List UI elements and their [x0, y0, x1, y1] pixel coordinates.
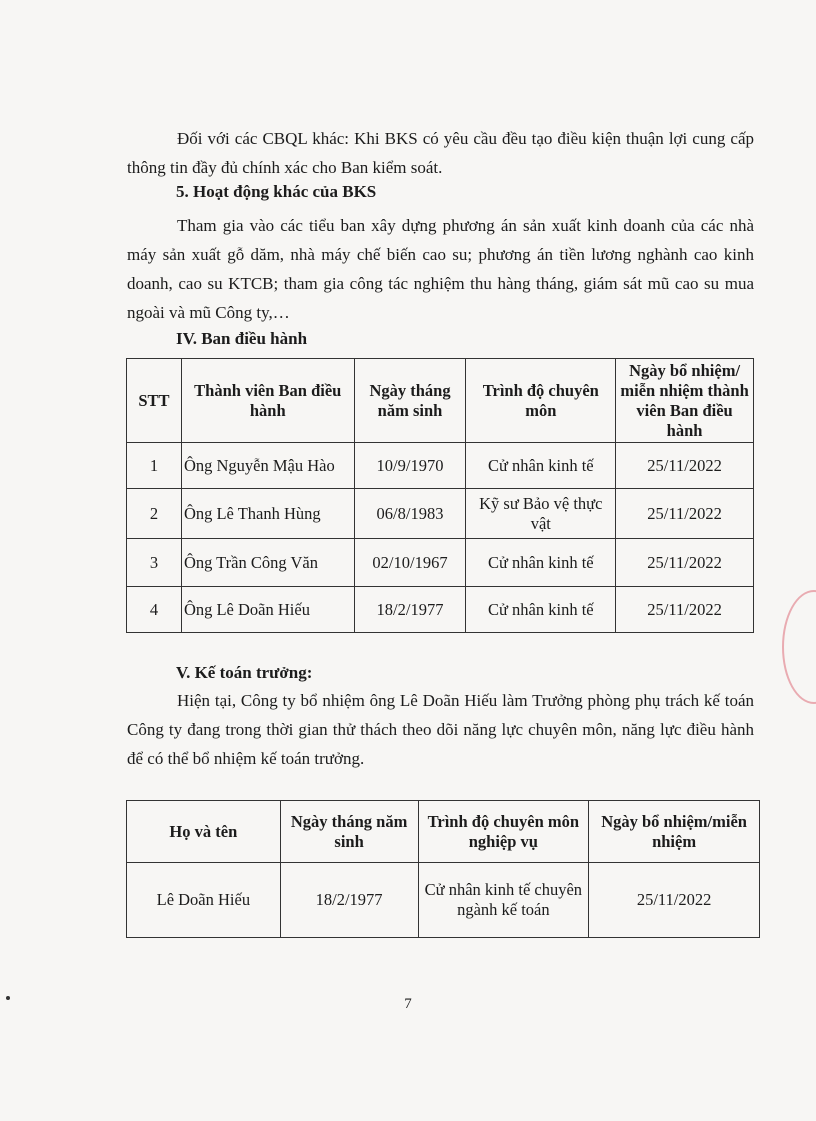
board-cell-birthdate: 18/2/1977 [354, 587, 466, 633]
accountant-cell-appointment: 25/11/2022 [589, 863, 760, 938]
board-cell-member: Ông Nguyễn Mậu Hào [181, 443, 354, 489]
board-cell-birthdate: 06/8/1983 [354, 489, 466, 539]
board-cell-stt: 4 [127, 587, 182, 633]
board-header-qualification: Trình độ chuyên môn [466, 359, 616, 443]
stamp-edge [782, 590, 816, 704]
section-v-paragraph: Hiện tại, Công ty bổ nhiệm ông Lê Doãn Hiếu làm Trưởng phòng phụ trách kế toán Công ty đang trong thời gian thử thách theo dõi năng lực chuyên môn, năng lực điều hành để có thể bổ nhiệm kế toán trưởng. [127, 691, 754, 768]
board-cell-qualification: Cử nhân kinh tế [466, 443, 616, 489]
board-cell-qualification: Kỹ sư Bảo vệ thực vật [466, 489, 616, 539]
board-cell-birthdate: 10/9/1970 [354, 443, 466, 489]
intro-paragraph: Đối với các CBQL khác: Khi BKS có yêu cầu đều tạo điều kiện thuận lợi cung cấp thông tin đầy đủ chính xác cho Ban kiểm soát. [127, 129, 754, 177]
accountant-header-qualification: Trình độ chuyên môn nghiệp vụ [418, 801, 589, 863]
chief-accountant-table [126, 800, 760, 938]
board-cell-stt: 2 [127, 489, 182, 539]
page-number: 7 [404, 996, 412, 1012]
board-cell-stt: 3 [127, 539, 182, 587]
table-row [127, 863, 760, 938]
board-cell-appointment: 25/11/2022 [616, 489, 754, 539]
accountant-cell-birthdate: 18/2/1977 [280, 863, 418, 938]
accountant-header-birthdate: Ngày tháng năm sinh [280, 801, 418, 863]
board-cell-appointment: 25/11/2022 [616, 443, 754, 489]
board-cell-appointment: 25/11/2022 [616, 539, 754, 587]
accountant-cell-name: Lê Doãn Hiếu [127, 863, 281, 938]
accountant-header-appointment: Ngày bổ nhiệm/miễn nhiệm [589, 801, 760, 863]
board-cell-qualification: Cử nhân kinh tế [466, 539, 616, 587]
board-cell-birthdate: 02/10/1967 [354, 539, 466, 587]
board-cell-appointment: 25/11/2022 [616, 587, 754, 633]
board-header-birthdate: Ngày tháng năm sinh [354, 359, 466, 443]
table-row [127, 539, 754, 587]
board-cell-stt: 1 [127, 443, 182, 489]
board-header-appointment: Ngày bổ nhiệm/ miễn nhiệm thành viên Ban điều hành [616, 359, 754, 443]
section-v-heading: V. Kế toán trưởng: [176, 663, 313, 682]
accountant-cell-qualification: Cử nhân kinh tế chuyên ngành kế toán [418, 863, 589, 938]
section-iv-heading: IV. Ban điều hành [176, 329, 308, 348]
board-cell-member: Ông Trần Công Văn [181, 539, 354, 587]
board-table [126, 358, 754, 633]
board-cell-member: Ông Lê Doãn Hiếu [181, 587, 354, 633]
section-5-heading: 5. Hoạt động khác của BKS [176, 182, 377, 201]
accountant-table-header-row [127, 801, 760, 863]
board-cell-member: Ông Lê Thanh Hùng [181, 489, 354, 539]
board-cell-qualification: Cử nhân kinh tế [466, 587, 616, 633]
board-table-header-row [127, 359, 754, 443]
table-row [127, 489, 754, 539]
board-header-stt: STT [127, 359, 182, 443]
scan-speck [6, 996, 10, 1000]
table-row [127, 443, 754, 489]
table-row [127, 587, 754, 633]
accountant-header-name: Họ và tên [127, 801, 281, 863]
board-header-member: Thành viên Ban điều hành [181, 359, 354, 443]
section-5-paragraph: Tham gia vào các tiểu ban xây dựng phương án sản xuất kinh doanh của các nhà máy sản xuất gỗ dăm, nhà máy chế biến cao su; phương án tiền lương nghành cao kinh doanh, cao su KTCB; tham gia công tác nghiệm thu hàng tháng, giám sát mũ cao su mua ngoài và mũ Công ty,… [127, 216, 754, 322]
